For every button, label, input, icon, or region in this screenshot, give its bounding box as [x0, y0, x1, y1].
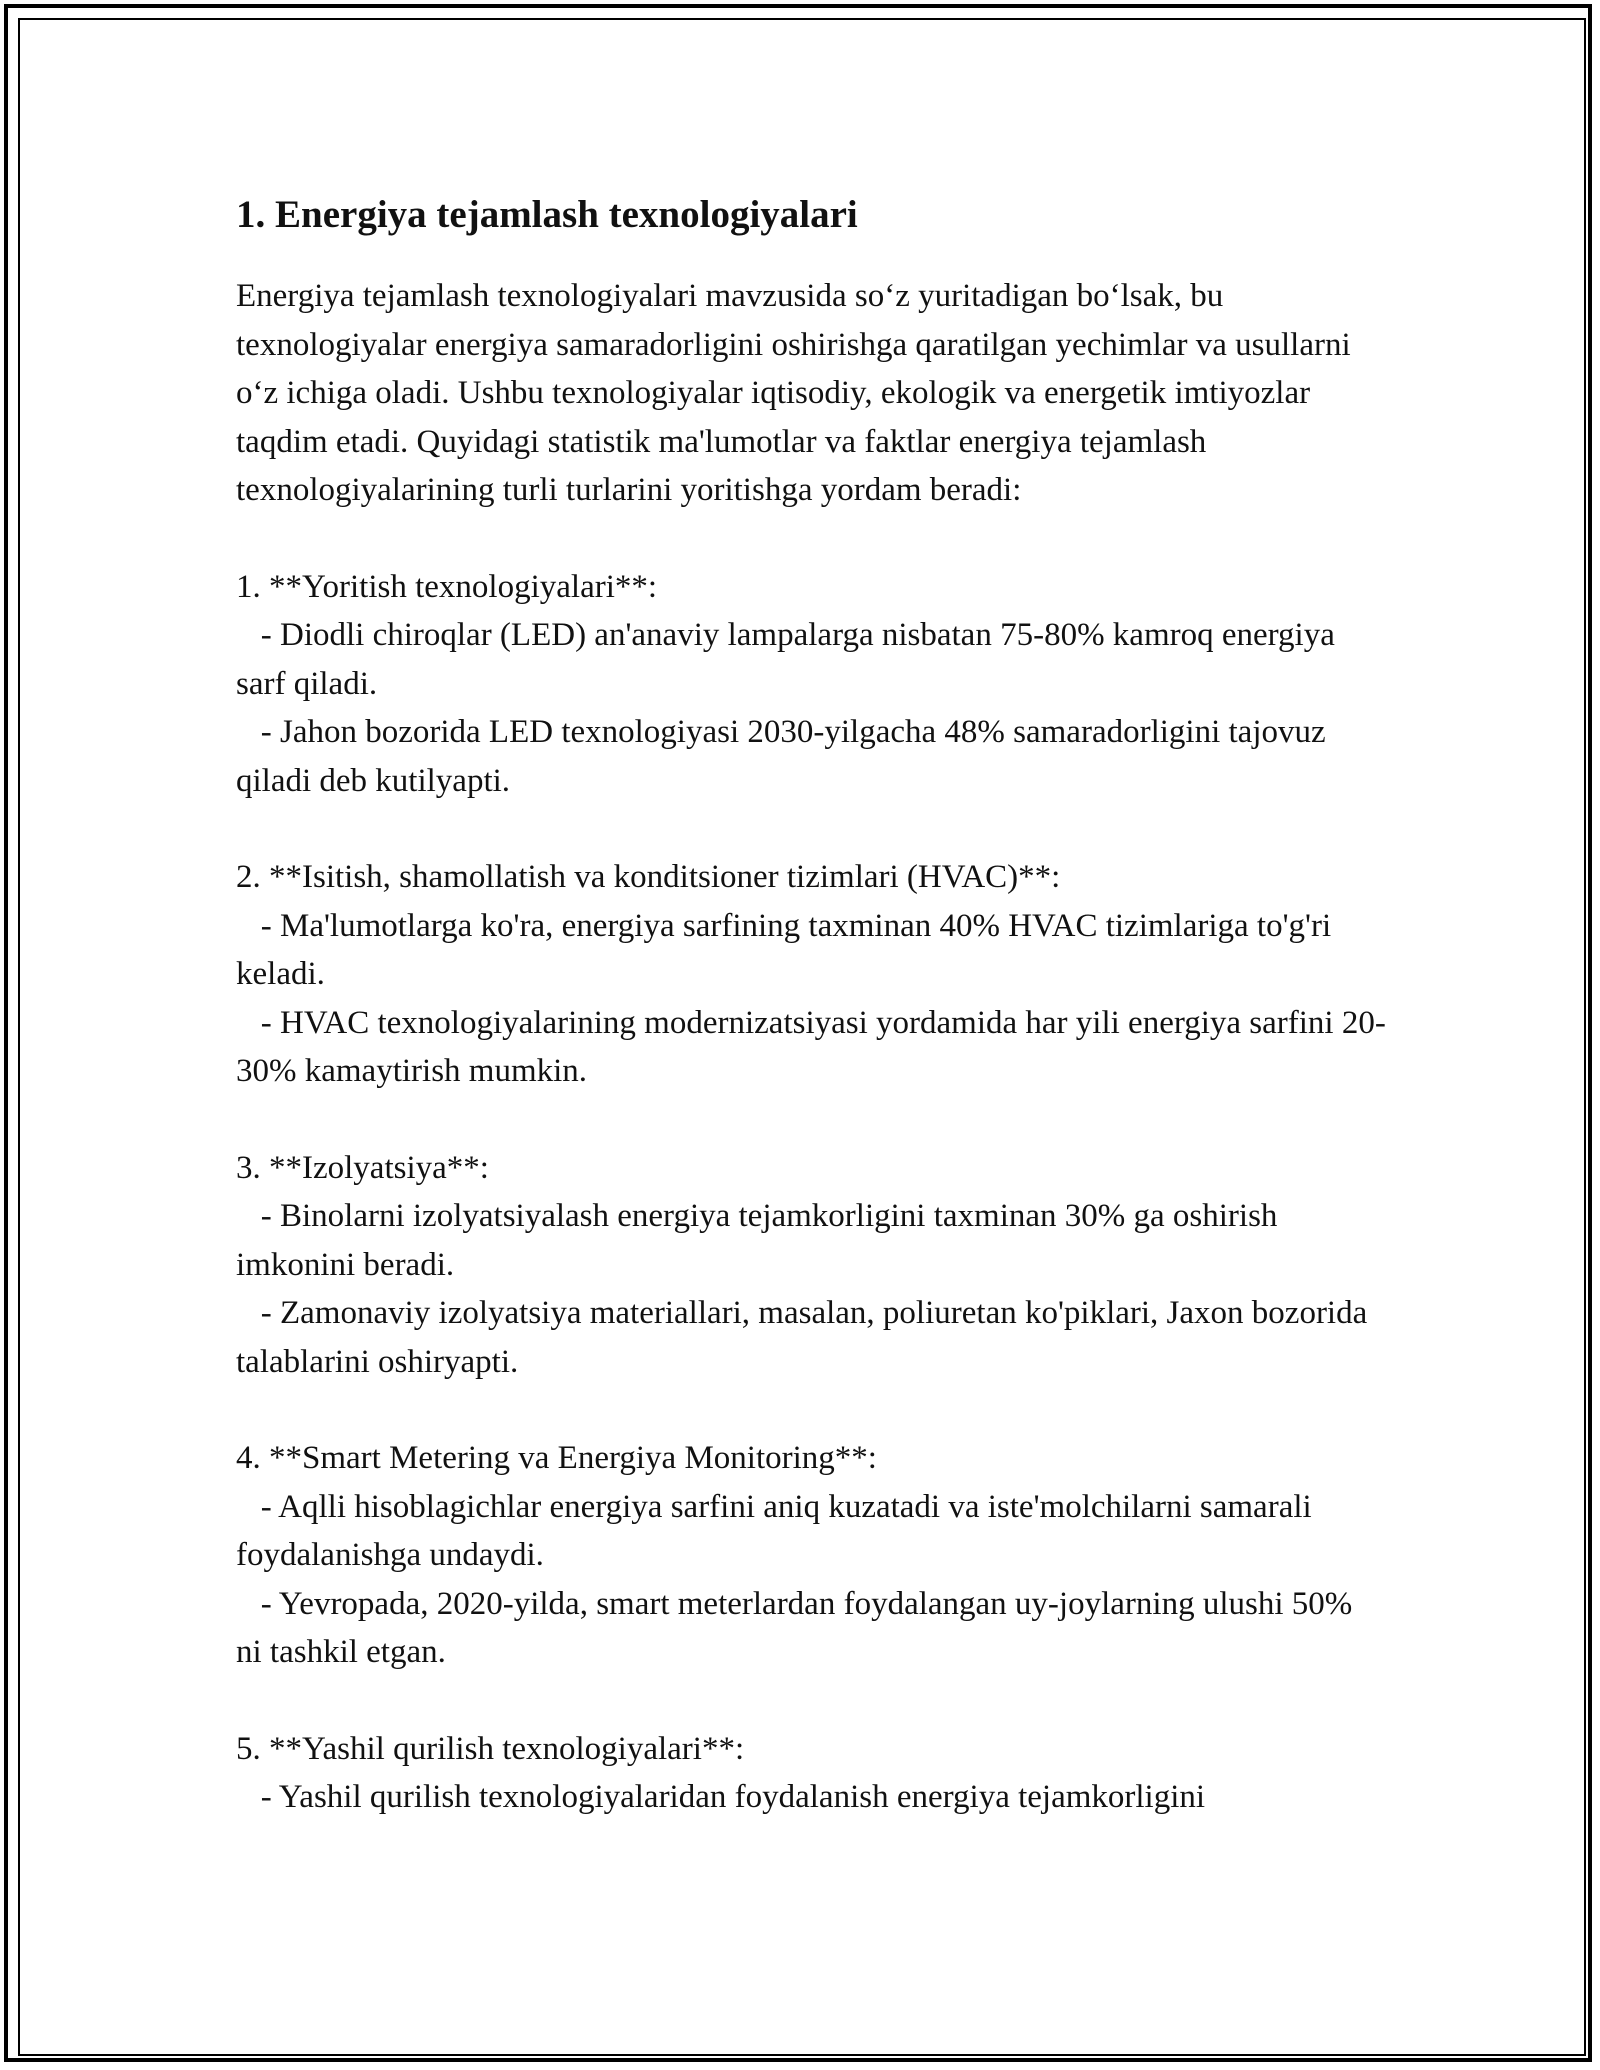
- section-heading: 1. Energiya tejamlash texnologiyalari: [236, 193, 858, 236]
- intro-paragraph: Energiya tejamlash texnologiyalari mavzusida so‘z yuritadigan bo‘lsak, bu texnologiyalar energiya samaradorligini oshirishga qaratilgan yechimlar va usullarni o‘z ichiga oladi. Ushbu texnologiyalar iqtisodiy, ekologik va energetik imtiyozlar taqdim etadi. Quyidagi statistik ma'lumotlar va faktlar energiya tejamlash texnologiyalarining turli turlarini yoritishga yordam beradi:: [236, 278, 1359, 508]
- list-item-smart-metering: 4. **Smart Metering va Energiya Monitoring**: - Aqlli hisoblagichlar energiya sarfini aniq kuzatadi va iste'molchilarni samarali foydalanishga undaydi. - Yevropada, 2020-yilda, smart meterlardan foydalangan uy-joylarning ulushi 50% ni tashkil etgan.: [236, 1440, 1353, 1670]
- list-item-hvac: 2. **Isitish, shamollatish va konditsioner tizimlari (HVAC)**: - Ma'lumotlarga ko'ra, energiya sarfining taxminan 40% HVAC tizimlariga to'g'ri keladi. - HVAC texnologiyalarining modernizatsiyasi yordamida har yili energiya sarfini 20-30% kamaytirish mumkin.: [236, 859, 1386, 1089]
- list-item-green-building: 5. **Yashil qurilish texnologiyalari**: - Yashil qurilish texnologiyalaridan foydalanish energiya tejamkorligini: [236, 1730, 1206, 1815]
- list-item-lighting: 1. **Yoritish texnologiyalari**: - Diodli chiroqlar (LED) an'anaviy lampalarga nisbatan 75-80% kamroq energiya sarf qiladi. - Jahon bozorida LED texnologiyasi 2030-yilgacha 48% samaradorligini tajovuz qiladi deb kutilyapti.: [236, 568, 1335, 799]
- document-body: [236, 190, 1386, 1822]
- list-item-insulation: 3. **Izolyatsiya**: - Binolarni izolyatsiyalash energiya tejamkorligini taxminan 30% ga oshirish imkonini beradi. - Zamonaviy izolyatsiya materiallari, masalan, poliuretan ko'piklari, Jaxon bozorida talablarini oshiryapti.: [236, 1149, 1368, 1380]
